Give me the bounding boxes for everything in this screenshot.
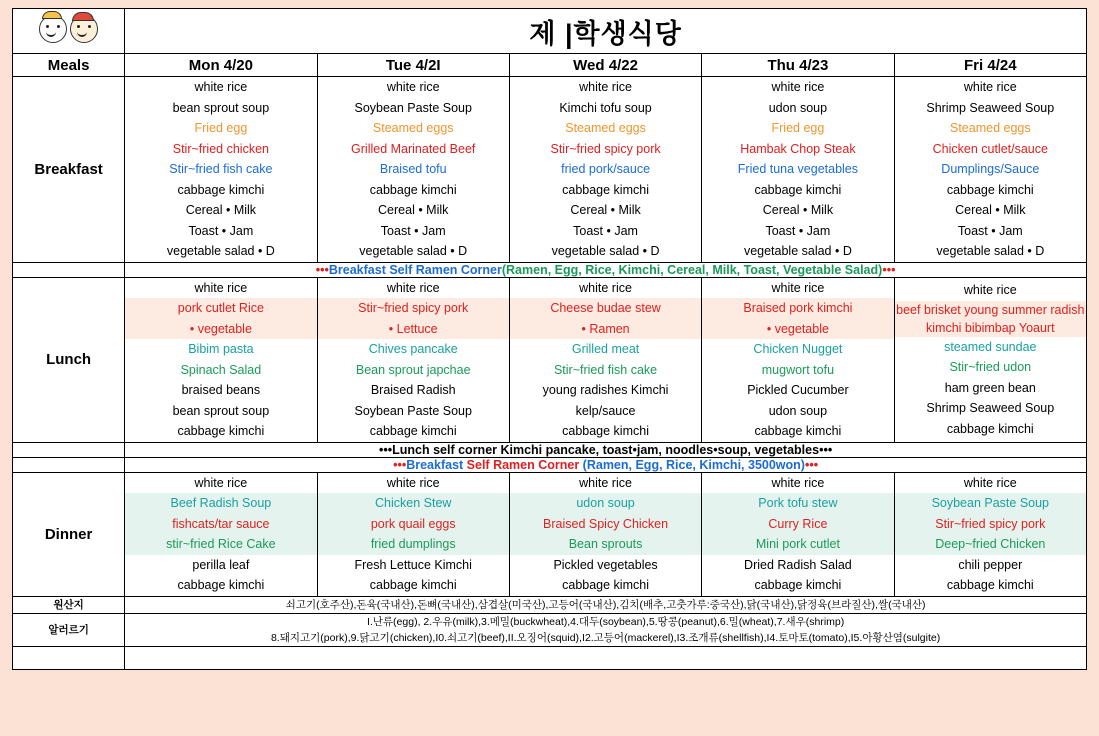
row-label-lunch: Lunch	[13, 277, 125, 442]
footer-spacer-row	[13, 646, 1087, 669]
dinner-tue	[317, 472, 509, 596]
menu-item: Stir~fried chicken	[172, 141, 269, 156]
menu-item: kelp/sauce	[575, 403, 636, 418]
dinner-row	[13, 472, 1087, 596]
menu-item: white rice	[194, 280, 248, 295]
day-header-row	[13, 54, 1087, 77]
dinner-thu	[702, 472, 894, 596]
menu-item: Dried Radish Salad	[744, 557, 852, 572]
allergy-line-2: 8.돼지고기(pork),9.닭고기(chicken),I0.쇠고기(beef),II.오징어(squid),I2.고등어(mackerel),I3.조개류(shellfish),I4.토마토(tomato),I5.아황산염(sulgite)	[270, 631, 941, 644]
menu-item: white rice	[963, 80, 1017, 94]
breakfast-fri	[894, 77, 1086, 263]
menu-item: white rice	[386, 280, 440, 295]
menu-item: Bibim pasta	[188, 342, 254, 356]
menu-item: white rice	[386, 80, 440, 94]
menu-item: Fresh Lettuce Kimchi	[354, 557, 472, 572]
menu-item: Steamed eggs	[372, 121, 454, 135]
menu-item: Soybean Paste Soup	[354, 403, 472, 418]
menu-item: • Lettuce	[318, 319, 509, 340]
menu-item: cabbage kimchi	[177, 424, 265, 438]
menu-item: Cereal • Milk	[570, 203, 641, 217]
menu-item: ham green bean	[944, 380, 1036, 395]
menu-item: Cheese budae stew	[510, 298, 701, 319]
row-label-breakfast: Breakfast	[13, 77, 125, 263]
menu-item: stir~fried Rice Cake	[125, 534, 316, 555]
breakfast-banner-row	[13, 262, 1087, 277]
ramen-banner-suffix: •••	[804, 457, 819, 472]
menu-item: Bean sprouts	[510, 534, 701, 555]
menu-item: Toast • Jam	[573, 223, 638, 238]
menu-item: Stir~fried spicy pork	[550, 141, 661, 156]
menu-item: white rice	[194, 80, 248, 94]
banner-detail: (Ramen, Egg, Rice, Kimchi, Cereal, Milk, Toast, Vegetable Salad)	[501, 262, 883, 277]
lunch-tue	[317, 277, 509, 442]
menu-item: young radishes Kimchi	[542, 383, 669, 397]
footer-spacer-right	[125, 646, 1087, 669]
menu-item: white rice	[771, 80, 825, 94]
footer-spacer-left	[13, 646, 125, 669]
title-row	[13, 9, 1087, 54]
day-header-tue: Tue 4/2I	[317, 54, 509, 77]
menu-item: fried pork/sauce	[561, 162, 651, 176]
lunch-mon	[125, 277, 317, 442]
menu-item: Stir~fried fish cake	[553, 362, 658, 377]
menu-item: Pork tofu stew	[702, 493, 893, 514]
allergy-line-1: I.난류(egg), 2.우유(milk),3.메밀(buckwheat),4.대두(soybean),5.땅콩(peanut),6.밀(wheat),7.새우(shrimp)	[366, 615, 845, 628]
dinner-fri	[894, 472, 1086, 596]
row-label-origin: 원산지	[13, 596, 125, 613]
breakfast-ramen-banner	[125, 262, 1087, 277]
lunch-banner-text: Lunch self corner Kimchi pancake, toast•jam, noodles•soup, vegetables	[392, 442, 820, 457]
menu-item: Dumplings/Sauce	[941, 162, 1040, 176]
menu-item: cabbage kimchi	[946, 578, 1034, 592]
menu-item: Cereal • Milk	[955, 203, 1026, 217]
menu-item: Toast • Jam	[765, 223, 831, 238]
menu-item: Curry Rice	[702, 514, 893, 535]
cafeteria-mascot-logo	[39, 15, 98, 43]
menu-item: Braised Spicy Chicken	[510, 514, 701, 535]
row-label-allergy: 알러르기	[13, 613, 125, 646]
menu-item: udon soup	[768, 403, 828, 418]
menu-item: steamed sundae	[944, 339, 1037, 354]
allergy-text	[125, 613, 1087, 646]
menu-item: • vegetable	[702, 319, 893, 340]
lunch-ramen-banner	[125, 457, 1087, 472]
menu-item: udon soup	[768, 100, 828, 115]
lunch-banner-suffix: •••	[819, 442, 833, 457]
menu-item: Chicken Stew	[318, 493, 509, 514]
menu-item: Chives pancake	[368, 342, 458, 356]
menu-item: perilla leaf	[192, 557, 250, 572]
page-title: 제 |학생식당	[125, 9, 1087, 54]
menu-item: vegetable salad • D	[551, 244, 660, 258]
menu-item: cabbage kimchi	[369, 578, 457, 592]
menu-item: Pickled Cucumber	[747, 383, 849, 397]
lunch-self-corner-banner	[125, 442, 1087, 457]
menu-item: vegetable salad • D	[166, 244, 275, 258]
breakfast-mon	[125, 77, 317, 263]
day-header-wed: Wed 4/22	[509, 54, 701, 77]
menu-item: Cereal • Milk	[762, 203, 834, 217]
menu-item: chili pepper	[958, 557, 1023, 572]
banner-suffix: •••	[882, 262, 896, 277]
menu-item: Deep~fried Chicken	[895, 534, 1086, 555]
menu-item: cabbage kimchi	[562, 182, 649, 197]
menu-item: Grilled meat	[571, 342, 640, 356]
menu-item: Chicken cutlet/sauce	[932, 141, 1048, 156]
banner-label: Breakfast Self Ramen Corner	[328, 262, 502, 277]
row-label-dinner: Dinner	[13, 472, 125, 596]
menu-item: Grilled Marinated Beef	[351, 141, 476, 156]
menu-item: Pickled vegetables	[553, 557, 658, 572]
day-header-fri: Fri 4/24	[894, 54, 1086, 77]
menu-item: cabbage kimchi	[754, 578, 842, 592]
menu-item: Toast • Jam	[380, 223, 446, 238]
menu-item: white rice	[386, 475, 440, 490]
menu-item: Fried egg	[194, 121, 248, 135]
menu-item: cabbage kimchi	[754, 424, 842, 438]
meals-header: Meals	[13, 54, 125, 77]
student-face-icon	[70, 15, 98, 43]
menu-item: white rice	[194, 475, 248, 490]
menu-item: cabbage kimchi	[562, 578, 649, 592]
menu-item: bean sprout soup	[172, 403, 270, 418]
menu-item: Fried egg	[771, 121, 825, 135]
menu-item: • Ramen	[510, 319, 701, 340]
menu-item: Stir~fried udon	[949, 360, 1032, 374]
menu-item: cabbage kimchi	[177, 578, 265, 592]
menu-item: Soybean Paste Soup	[895, 493, 1086, 514]
breakfast-thu	[702, 77, 894, 263]
ramen-banner-highlight: Self Ramen Corner	[466, 457, 580, 472]
menu-item: Braised pork kimchi	[702, 298, 893, 319]
menu-item: vegetable salad • D	[743, 244, 852, 258]
breakfast-row	[13, 77, 1087, 263]
origin-row	[13, 596, 1087, 613]
dinner-mon	[125, 472, 317, 596]
lunch-banner-row	[13, 442, 1087, 457]
day-header-thu: Thu 4/23	[702, 54, 894, 77]
menu-item: Beef Radish Soup	[125, 493, 316, 514]
menu-item: Soybean Paste Soup	[354, 100, 472, 115]
menu-item: cabbage kimchi	[369, 182, 457, 197]
menu-item: cabbage kimchi	[946, 182, 1034, 197]
menu-item: fishcats/tar sauce	[125, 514, 316, 535]
lunch-ramen-banner-row	[13, 457, 1087, 472]
menu-item: Braised tofu	[379, 162, 447, 176]
menu-item: white rice	[579, 280, 632, 295]
menu-item: Toast • Jam	[188, 223, 254, 238]
dinner-wed	[509, 472, 701, 596]
menu-item: • vegetable	[125, 319, 316, 340]
lunch-thu	[702, 277, 894, 442]
lunch-fri	[894, 277, 1086, 442]
menu-item: Mini pork cutlet	[702, 534, 893, 555]
menu-item: white rice	[579, 80, 632, 94]
menu-item: udon soup	[510, 493, 701, 514]
menu-item: Stir~fried spicy pork	[895, 514, 1086, 535]
menu-item: Shrimp Seaweed Soup	[926, 401, 1055, 415]
menu-item: white rice	[579, 475, 632, 490]
lunch-row	[13, 277, 1087, 442]
menu-item: white rice	[963, 283, 1017, 297]
menu-item: Cereal • Milk	[378, 203, 449, 217]
breakfast-wed	[509, 77, 701, 263]
menu-item: Fried tuna vegetables	[737, 162, 859, 176]
menu-item: bean sprout soup	[172, 100, 270, 115]
menu-item: cabbage kimchi	[562, 424, 649, 438]
menu-item: beef brisket young summer radish kimchi bibimbap Yoaurt	[896, 302, 1085, 335]
menu-item: Cereal • Milk	[185, 203, 257, 217]
chef-face-icon	[39, 15, 67, 43]
menu-item: Bean sprout japchae	[355, 362, 471, 377]
ramen-banner-detail: (Ramen, Egg, Rice, Kimchi, 3500won)	[579, 457, 805, 472]
menu-item: mugwort tofu	[761, 362, 835, 377]
menu-item: cabbage kimchi	[177, 182, 265, 197]
menu-item: cabbage kimchi	[369, 424, 457, 438]
ramen-banner-label: Breakfast	[406, 457, 467, 472]
menu-item: vegetable salad • D	[359, 244, 468, 258]
allergy-row	[13, 613, 1087, 646]
menu-item: Braised Radish	[370, 383, 456, 397]
menu-item: Kimchi tofu soup	[559, 100, 652, 115]
banner-prefix: •••	[315, 262, 329, 277]
menu-item: white rice	[771, 475, 825, 490]
menu-item: white rice	[771, 280, 825, 295]
menu-item: pork quail eggs	[318, 514, 509, 535]
cafeteria-menu-table	[12, 8, 1087, 670]
menu-item: Stir~fried fish cake	[169, 162, 273, 176]
menu-item: braised beans	[181, 383, 261, 397]
menu-item: white rice	[963, 475, 1017, 490]
menu-item: Shrimp Seaweed Soup	[926, 100, 1055, 115]
lunch-wed	[509, 277, 701, 442]
menu-item: cabbage kimchi	[946, 421, 1034, 436]
day-header-mon: Mon 4/20	[125, 54, 317, 77]
breakfast-tue	[317, 77, 509, 263]
menu-item: Steamed eggs	[565, 121, 646, 135]
lunch-banner-prefix: •••	[378, 442, 393, 457]
menu-item: Chicken Nugget	[753, 342, 843, 356]
menu-item: Spinach Salad	[180, 362, 262, 377]
menu-item: Hambak Chop Steak	[740, 141, 856, 156]
menu-item: vegetable salad • D	[936, 244, 1045, 258]
menu-item: cabbage kimchi	[754, 182, 842, 197]
menu-item: Steamed eggs	[949, 121, 1031, 135]
menu-item: pork cutlet Rice	[125, 298, 316, 319]
menu-item: Toast • Jam	[957, 223, 1023, 238]
origin-text: 쇠고기(호주산),돈육(국내산),돈뼈(국내산),삼겹살(미국산),고등어(국내산),김치(배추,고춧가루:중국산),닭(국내산),닭정육(브라질산),쌀(국내산)	[125, 596, 1087, 613]
menu-item: Stir~fried spicy pork	[318, 298, 509, 319]
menu-item: fried dumplings	[318, 534, 509, 555]
ramen-banner-prefix: •••	[393, 457, 407, 472]
logo-cell	[13, 9, 125, 54]
